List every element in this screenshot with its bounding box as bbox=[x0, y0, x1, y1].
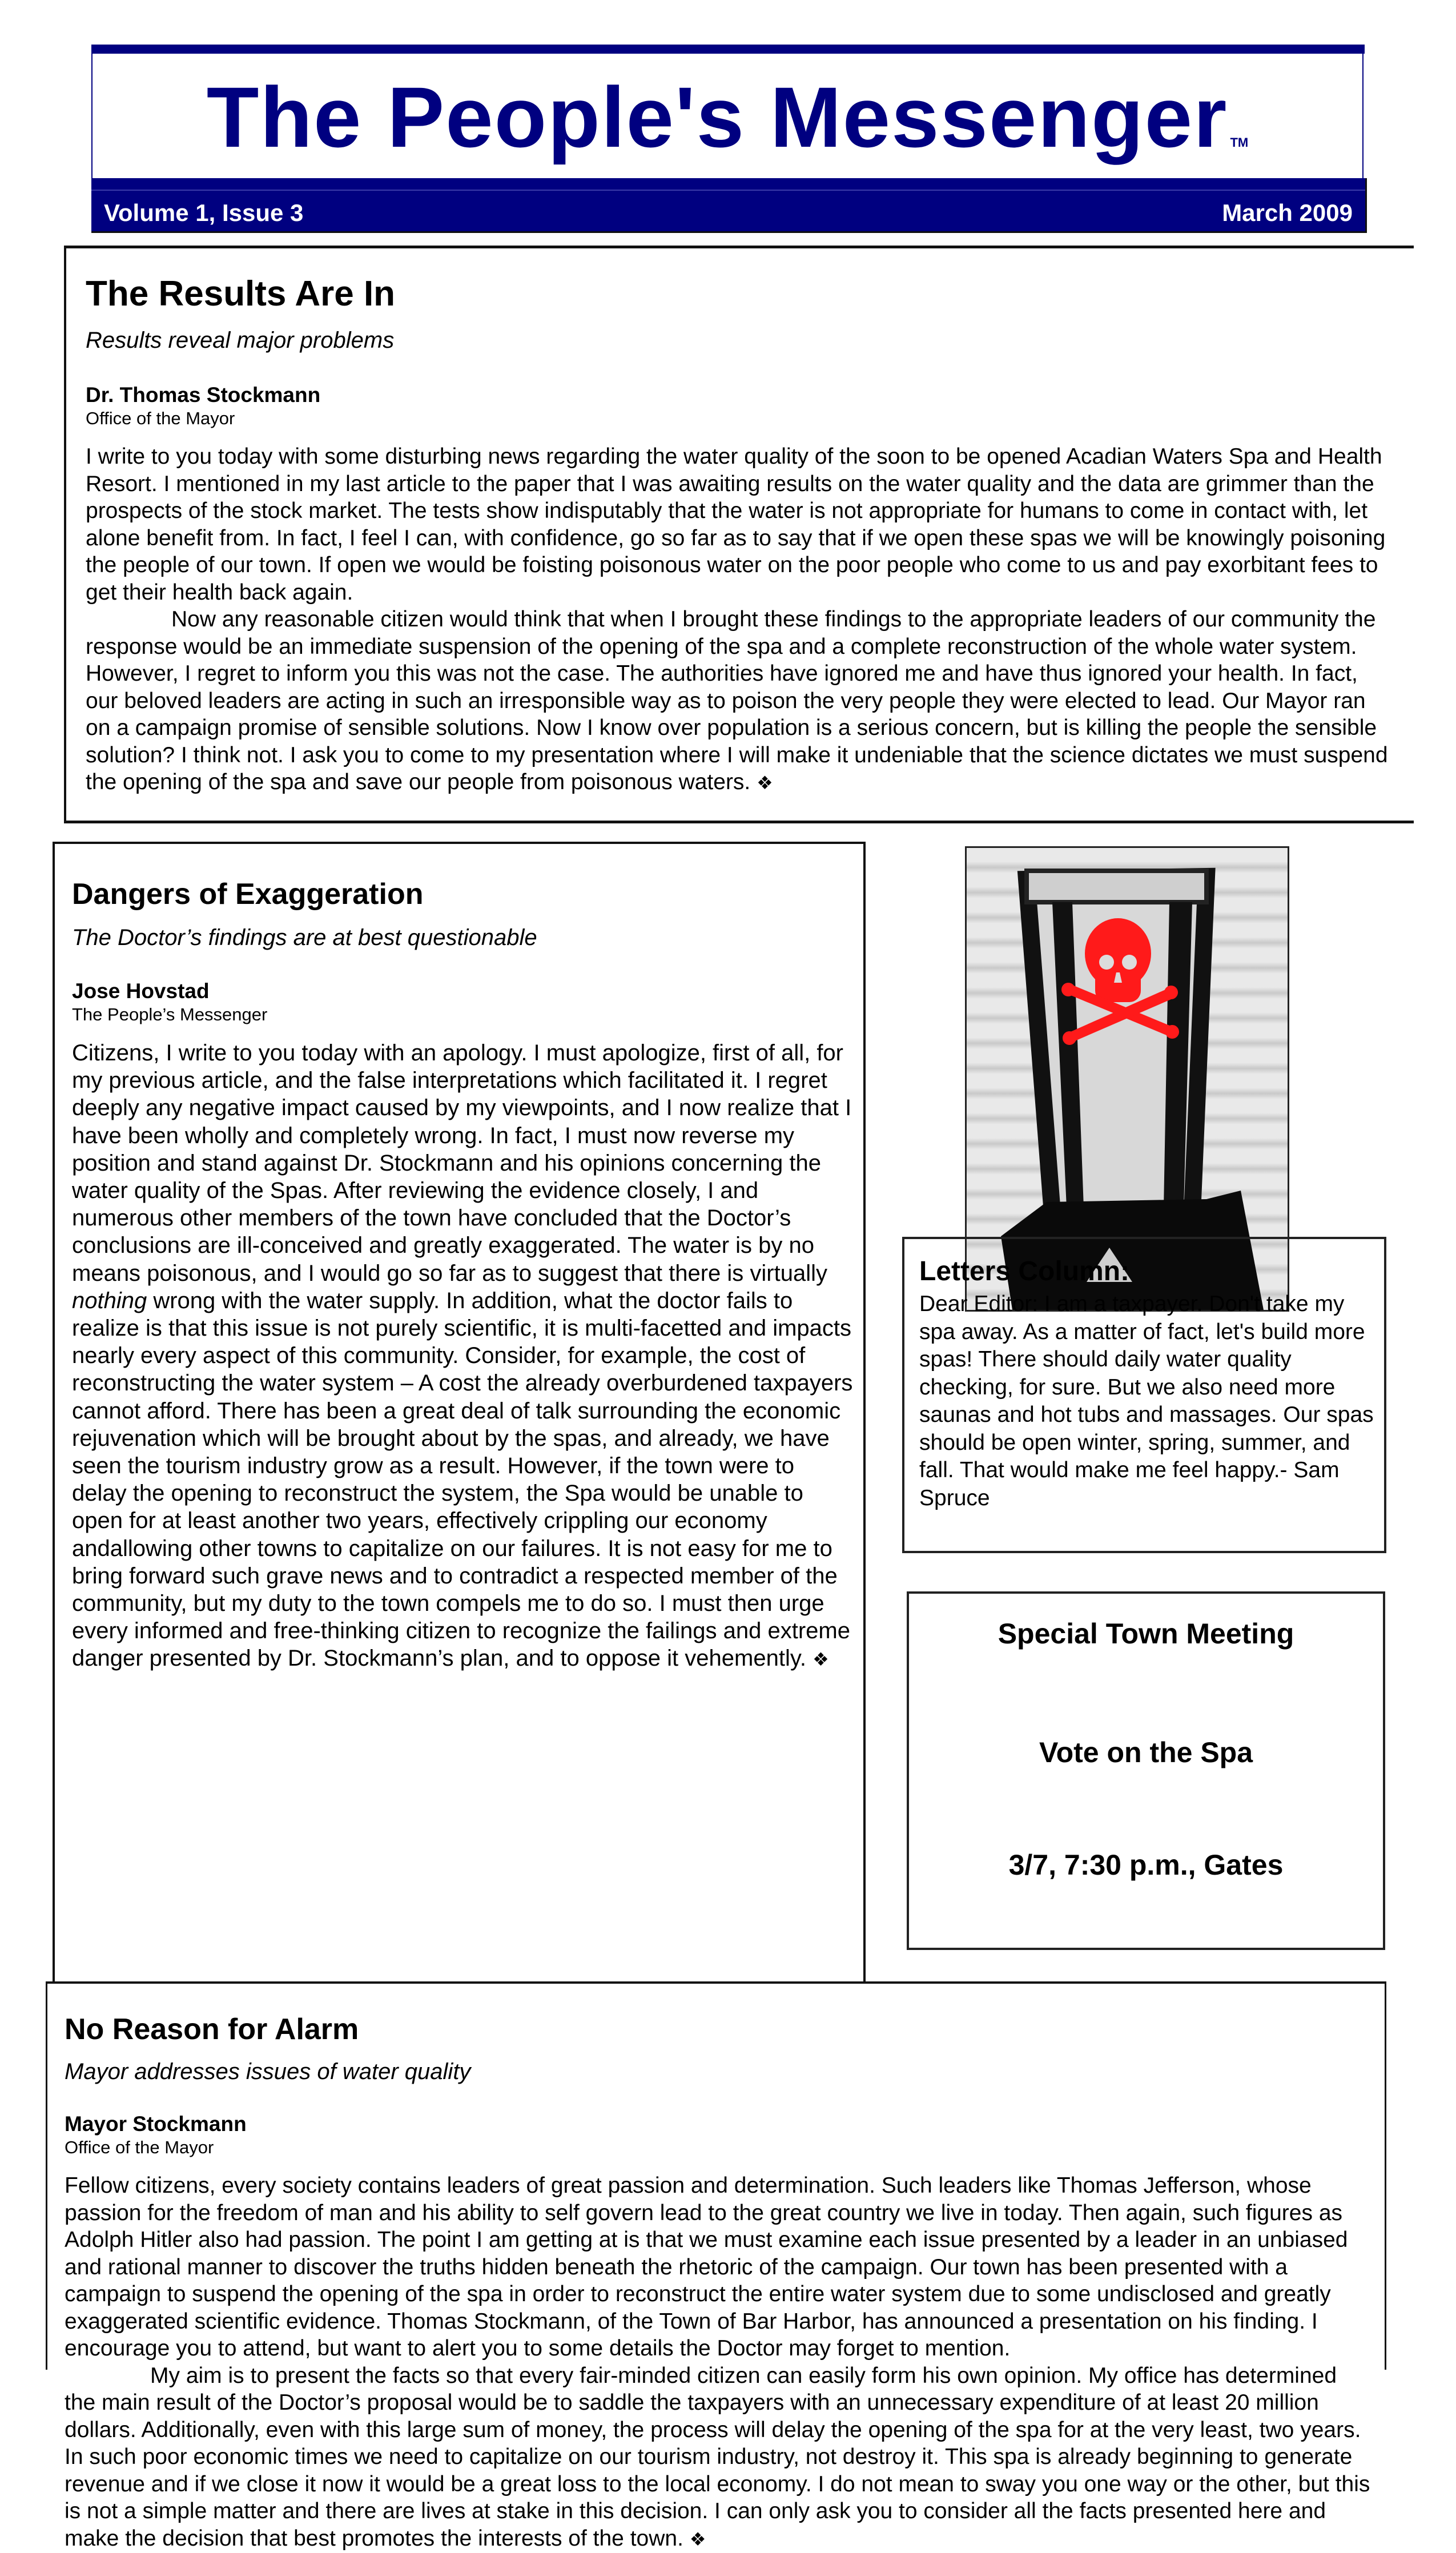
emphasized-word: nothing bbox=[72, 1288, 147, 1313]
letters-heading: Letters Column: bbox=[919, 1255, 1376, 1288]
masthead bbox=[91, 45, 1365, 233]
meeting-title: Special Town Meeting bbox=[909, 1617, 1383, 1651]
article-headline: No Reason for Alarm bbox=[65, 2012, 1372, 2047]
masthead-top-bar bbox=[91, 45, 1365, 54]
meeting-datetime: 3/7, 7:30 p.m., Gates bbox=[909, 1848, 1383, 1882]
article-author: Jose Hovstad bbox=[72, 979, 854, 1004]
article-headline: Dangers of Exaggeration bbox=[72, 877, 854, 911]
info-bar-rule bbox=[91, 190, 1365, 191]
end-mark-icon: ❖ bbox=[757, 773, 773, 793]
article-subhead: Mayor addresses issues of water quality bbox=[65, 2058, 1372, 2085]
article-no-reason-for-alarm bbox=[46, 1981, 1386, 2370]
volume-issue: Volume 1, Issue 3 bbox=[104, 199, 303, 227]
article-affiliation: Office of the Mayor bbox=[65, 2137, 1372, 2158]
article-dangers-of-exaggeration bbox=[53, 842, 866, 1983]
article-affiliation: The People’s Messenger bbox=[72, 1004, 854, 1026]
newspaper-title bbox=[92, 74, 1362, 186]
article-body bbox=[86, 443, 1393, 797]
article-text: Citizens, I write to you today with an apology. I must apologize, first of all, for my previous article, and the false interpretations which facilitated it. I regret deeply any negative impact caused by my viewpoints, and I now realize that I have been wholly and completely wrong. In fact, I must now reverse my position and stand against Dr. Stockmann and his opinions concerning the water quality of the Spas. After reviewing the evidence closely, I and numerous other members of the town have concluded that the Doctor’s conclusions are ill-conceived and greatly exaggerated. The water is by no means poisonous, and I would go so far as to suggest that there is virtually bbox=[72, 1040, 851, 1286]
article-subhead: The Doctor’s findings are at best questionable bbox=[72, 924, 854, 951]
newspaper-title-text: The People's Messenger bbox=[207, 69, 1228, 165]
letter-text: Dear Editor: I am a taxpayer. Don't take my spa away. As a matter of fact, let's build more spas! There should daily water quality checking, for sure. But we also need more saunas and hot tubs and massages. Our spas should be open winter, spring, summer, and fall. That would make me feel happy.- Sam Spruce bbox=[919, 1290, 1376, 1512]
meeting-subject: Vote on the Spa bbox=[909, 1735, 1383, 1770]
article-paragraph: Fellow citizens, every society contains leaders of great passion and determination. Such leaders like Thomas Jefferson, whose passion for the freedom of man and his ability to self govern lead to the great country we live in today. Then again, such figures as Adolph Hitler also had passion. The point I am getting at is that we must examine each issue presented by a leader in an unbiased and rational manner to discover the truths hidden beneath the rhetoric of the campaign. Our town has been presented with a campaign to suspend the opening of the spa in order to reconstruct the entire water system due to some undisclosed and greatly exaggerated scientific evidence. Thomas Stockmann, of the Town of Bar Harbor, has announced a presentation on his finding. I encourage you to attend, but want to alert you to some details the Doctor may forget to mention. bbox=[65, 2172, 1372, 2362]
article-author: Mayor Stockmann bbox=[65, 2112, 1372, 2137]
article-paragraph bbox=[86, 606, 1393, 797]
masthead-title-box bbox=[91, 54, 1364, 178]
article-paragraph: I write to you today with some disturbing news regarding the water quality of the soon to be opened Acadian Waters Spa and Health Resort. I mentioned in my last article to the paper that I was awaiting results on the water quality and the data are grimmer than the prospects of the stock market. The tests show indisputably that the water is not appropriate for humans to come in contact with, let alone benefit from. In fact, I feel I can, with confidence, go so far as to say that if we open these spas we will be knowingly poisoning the people of our town. If open we would be foisting poisonous water on the poor people who come to us and pay exorbitant fees to get their health back again. bbox=[86, 443, 1393, 606]
issue-info-bar bbox=[91, 178, 1367, 233]
letters-column bbox=[902, 1237, 1386, 1553]
article-paragraph bbox=[65, 2362, 1372, 2553]
trademark-mark: TM bbox=[1230, 135, 1248, 150]
article-subhead: Results reveal major problems bbox=[86, 327, 1393, 354]
article-paragraph bbox=[72, 1039, 854, 1674]
article-body bbox=[65, 2172, 1372, 2553]
article-affiliation: Office of the Mayor bbox=[86, 408, 1393, 429]
article-results-are-in bbox=[64, 246, 1414, 823]
article-paragraph-text: My aim is to present the facts so that every fair-minded citizen can easily form his own opinion. My office has determined the main result of the Doctor’s proposal would be to saddle the taxpayers with an unnecessary expenditure of at least 20 million dollars. Additionally, even with this large sum of money, the process will delay the opening of the spa for at the very least, two years. In such poor economic times we need to capitalize on our tourism industry, not destroy it. This spa is already beginning to generate revenue and if we close it now it would be a great loss to the local economy. I do not mean to sway you one way or the other, but this is not a simple matter and there are lives at stake in this decision. I can only ask you to consider all the facts presented here and make the decision that best promotes the interests of the town. bbox=[65, 2363, 1370, 2551]
town-meeting-notice bbox=[907, 1591, 1385, 1950]
article-author: Dr. Thomas Stockmann bbox=[86, 383, 1393, 408]
issue-date: March 2009 bbox=[1222, 199, 1353, 227]
end-mark-icon: ❖ bbox=[813, 1649, 829, 1670]
article-paragraph-text: Now any reasonable citizen would think that when I brought these findings to the appropriate leaders of our community the response would be an immediate suspension of the opening of the spa and a complete reconstruction of the whole water system. However, I regret to inform you this was not the case. The authorities have ignored me and have thus ignored your health. In fact, our beloved leaders are acting in such an irresponsible way as to poison the very people they were elected to lead. Our Mayor ran on a campaign promise of sensible solutions. Now I know over population is a serious concern, but is killing the people the sensible solution? I think not. I ask you to come to my presentation where I will make it undeniable that the science dictates we must suspend the opening of the spa and save our people from poisonous waters. bbox=[86, 607, 1388, 794]
article-text: wrong with the water supply. In addition, what the doctor fails to realize is that this issue is not purely scientific, it is multi-facetted and impacts nearly every aspect of this community. Consider, for example, the cost of reconstructing the water system – A cost the already overburdened taxpayers cannot afford. There has been a great deal of talk surrounding the economic rejuvenation which will be brought about by the spas, and already, we have seen the tourism industry grow as a result. However, if the town were to delay the opening to reconstruct the system, the Spa would be unable to open for at least another two years, effectively crippling our economy andallowing other towns to capitalize on our failures. It is not easy for me to bring forward such grave news and to contradict a respected member of the community, but my duty to the town compels me to do so. I must then urge every informed and free-thinking citizen to recognize the failings and extreme danger presented by Dr. Stockmann’s plan, and to oppose it vehemently. bbox=[72, 1288, 852, 1671]
end-mark-icon: ❖ bbox=[690, 2529, 706, 2550]
article-body bbox=[72, 1039, 854, 1674]
article-headline: The Results Are In bbox=[86, 274, 1393, 314]
